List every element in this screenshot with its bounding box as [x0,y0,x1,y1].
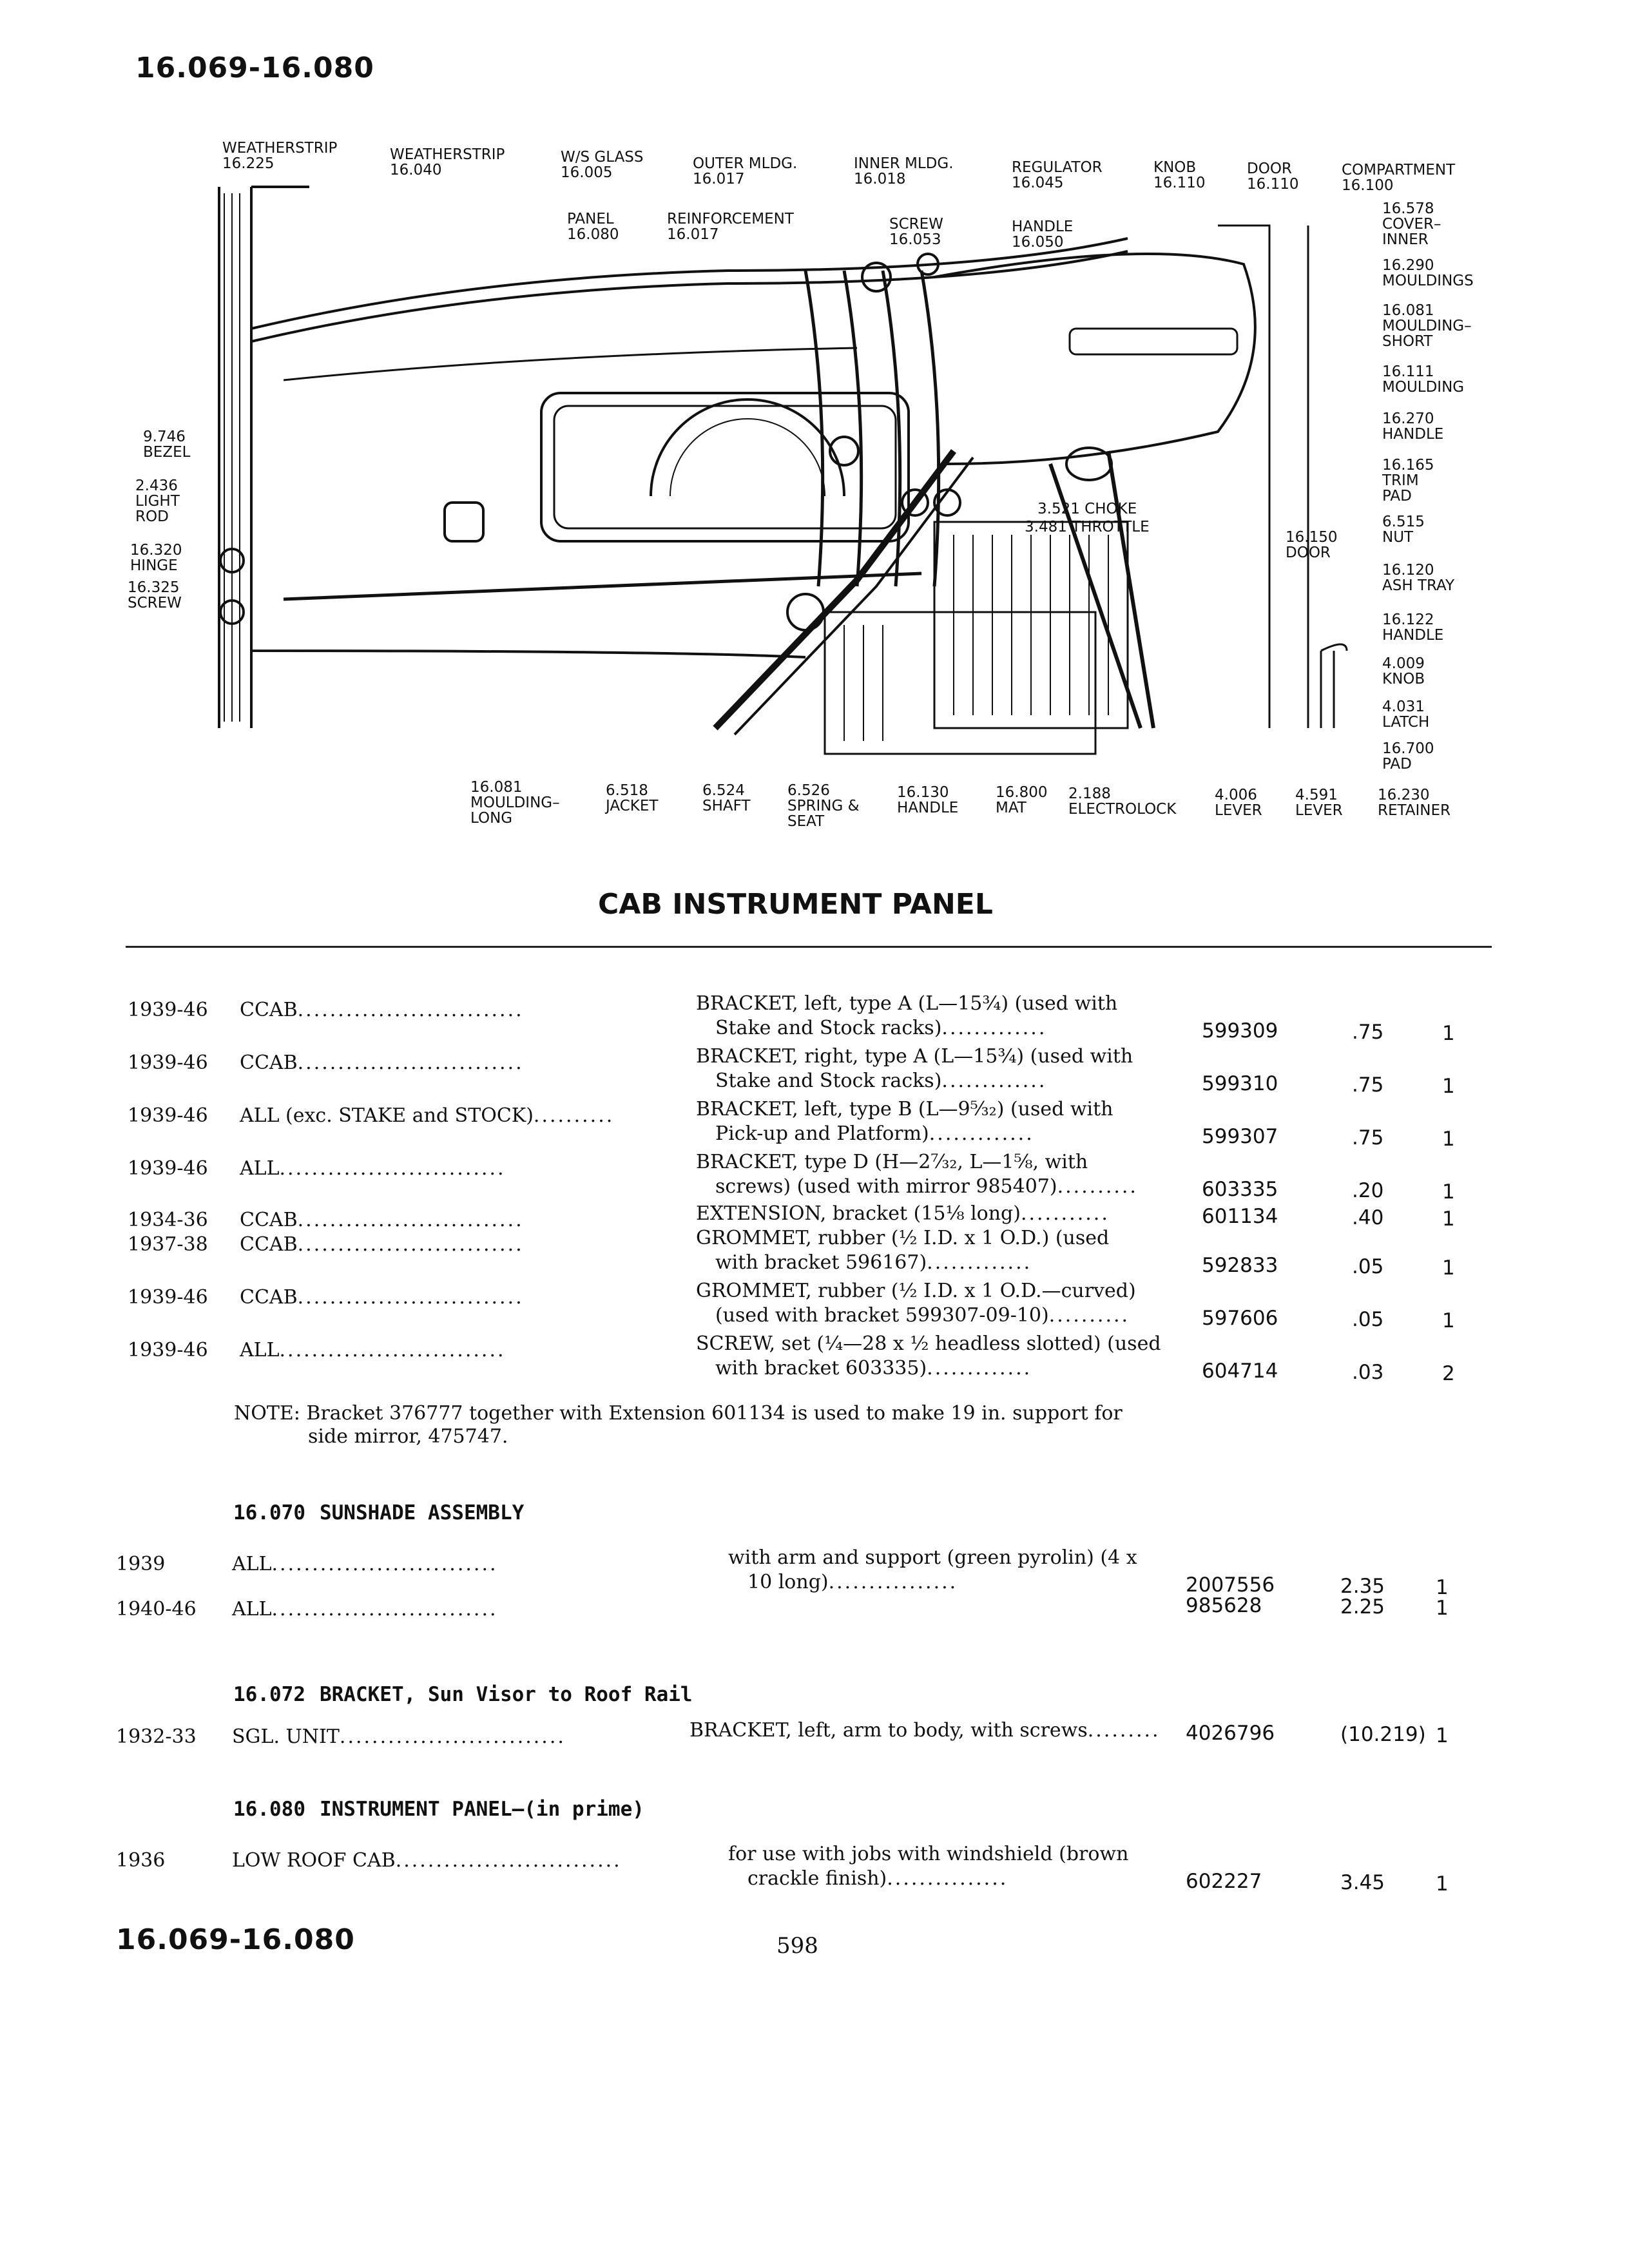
diagram-label [1342,162,1455,193]
leader-dots: ............................ [279,1157,506,1180]
section-title: CAB INSTRUMENT PANEL [598,888,993,921]
diagram-label-line: LIGHT [135,493,180,510]
diagram-label [1215,787,1262,818]
row-model: CCAB............................ [240,1052,524,1074]
row-quantity: 1 [1436,1724,1449,1747]
row-description: for use with jobs with windshield (brown [728,1843,1129,1865]
leader-dots: ......... [1087,1719,1161,1742]
page-footer: 16.069-16.080 [116,1923,355,1956]
diagram-label-line: SHORT [1382,333,1433,350]
diagram-label-line: MOULDING– [1382,318,1472,334]
row-quantity: 1 [1436,1597,1449,1620]
row-description: EXTENSION, bracket (15⅛ long)........... [696,1202,1110,1225]
row-model: ALL............................ [232,1553,498,1575]
diagram-label-line: 2.436 [135,477,178,494]
row-model: LOW ROOF CAB............................ [232,1849,622,1872]
diagram-label-line: 16.320 [130,542,182,559]
diagram-label-line: PANEL [567,211,614,227]
diagram-label-line: 16.150 [1286,529,1338,546]
diagram-label [1382,562,1454,593]
diagram-label-line: 16.225 [222,155,275,172]
row-description: crackle finish)............... [747,1867,1008,1890]
row-model: CCAB............................ [240,1209,524,1231]
leader-dots: ............. [941,1070,1047,1092]
row-model: ALL............................ [232,1598,498,1620]
diagram-label-line: 16.325 [128,579,180,596]
diagram-label-line: 16.040 [390,162,442,178]
row-price: .20 [1352,1179,1384,1202]
diagram-label [1382,656,1425,687]
row-part-number: 4026796 [1186,1722,1275,1745]
row-description: Pick-up and Platform)............. [715,1122,1034,1145]
row-quantity: 1 [1442,1128,1455,1151]
row-description: BRACKET, left, arm to body, with screws......... [689,1719,1161,1742]
row-price: .75 [1352,1126,1384,1149]
diagram-label [1382,303,1472,349]
diagram-label-line: NUT [1382,529,1414,546]
row-part-number: 601134 [1202,1205,1278,1228]
row-model: ALL............................ [240,1157,506,1180]
diagram-label [561,149,644,180]
row-price: .05 [1352,1308,1384,1331]
diagram-label-line: DOOR [1247,160,1292,177]
diagram-label [854,156,954,187]
diagram-label-line: HINGE [130,557,178,574]
leader-dots: ............................ [297,1052,524,1074]
row-price: 2.25 [1340,1595,1385,1619]
diagram-label-line: 16.290 [1382,257,1434,274]
row-quantity: 1 [1436,1872,1449,1896]
diagram-label [1382,364,1464,395]
row-price: .75 [1352,1021,1384,1044]
diagram-label-line: 4.591 [1295,787,1338,803]
row-part-number: 2007556 [1186,1573,1275,1597]
diagram-label-line: LEVER [1215,802,1262,819]
subsection-code: 16.072 [233,1683,305,1706]
row-description: BRACKET, type D (H—2⁷⁄₃₂, L—1⅝, with [696,1151,1088,1173]
diagram-label [1382,699,1429,730]
diagram-label-line: HANDLE [1382,426,1444,443]
leader-dots: ............................ [339,1725,566,1748]
diagram-label-line: HANDLE [1382,627,1444,644]
note-line-2: side mirror, 475747. [308,1425,508,1448]
row-description: Stake and Stock racks)............. [715,1070,1047,1092]
diagram-label [1382,258,1474,289]
diagram-label [897,785,958,816]
row-model: CCAB............................ [240,1233,524,1256]
diagram-label [1012,219,1073,250]
diagram-label-line: 16.270 [1382,410,1434,427]
diagram-label-line: MOULDING– [470,794,560,811]
row-model: ALL (exc. STAKE and STOCK).......... [240,1104,615,1127]
row-part-number: 599307 [1202,1125,1278,1148]
row-part-number: 602227 [1186,1870,1262,1893]
diagram-label-line: W/S GLASS [561,149,644,166]
leader-dots: ............................ [271,1553,498,1575]
diagram-label-line: INNER [1382,231,1429,248]
leader-dots: ............................ [297,1209,524,1231]
row-quantity: 1 [1442,1207,1455,1231]
row-description: GROMMET, rubber (½ I.D. x 1 O.D.) (used [696,1227,1110,1249]
subsection-title: SUNSHADE ASSEMBLY [319,1501,525,1524]
diagram-label-line: 16.230 [1378,787,1430,803]
diagram-label-line: 4.009 [1382,655,1425,672]
diagram-label-line: REINFORCEMENT [667,211,794,227]
diagram-label-line: 16.017 [693,171,745,187]
row-part-number: 985628 [1186,1594,1262,1617]
diagram-label-line: HANDLE [897,800,959,816]
diagram-label-line: SCREW [889,216,943,233]
diagram-label [1378,787,1451,818]
row-description: 10 long)................ [747,1571,958,1593]
row-quantity: 2 [1442,1362,1455,1385]
diagram-label-line: 16.122 [1382,611,1434,628]
row-description: screws) (used with mirror 985407).......... [715,1175,1138,1198]
diagram-label-line: 16.110 [1247,176,1299,193]
row-price: 3.45 [1340,1871,1385,1894]
diagram-label [606,783,658,814]
diagram-label-line: DOOR [1286,544,1331,561]
diagram-label [787,783,860,829]
diagram-label-line: RETAINER [1378,802,1451,819]
row-description: (used with bracket 599307-09-10).......... [715,1304,1130,1327]
subsection-heading [233,1798,644,1821]
row-price: .05 [1352,1255,1384,1278]
diagram-label-line: WEATHERSTRIP [222,140,338,157]
diagram-label [128,580,182,611]
diagram-label-line: 16.700 [1382,740,1434,757]
diagram-label-line: 4.031 [1382,698,1425,715]
leader-dots: .......... [533,1104,615,1127]
diagram-label-line: 16.130 [897,784,949,801]
row-years: 1932-33 [116,1725,197,1748]
diagram-label [1286,530,1337,561]
instrument-panel-illustration [213,161,1373,780]
row-description: BRACKET, left, type B (L—9⁵⁄₃₂) (used with [696,1098,1113,1120]
diagram-label-line: KNOB [1382,671,1425,687]
row-years: 1939-46 [128,999,208,1021]
diagram-label [130,543,182,573]
diagram-label-line: MOULDINGS [1382,273,1474,289]
row-years: 1939-46 [128,1104,208,1127]
diagram-label [470,780,560,826]
diagram-label-line: BEZEL [143,444,191,461]
leader-dots: ............................ [297,1233,524,1256]
subsection-title: BRACKET, Sun Visor to Roof Rail [319,1683,693,1706]
row-model: SGL. UNIT............................ [232,1725,566,1748]
diagram-label [222,140,337,171]
diagram-label-line: 16.045 [1012,175,1064,191]
leader-dots: ................ [828,1571,958,1593]
diagram-label [996,785,1047,816]
diagram-label-line: OUTER MLDG. [693,155,798,172]
diagram-label-line: SEAT [787,813,825,830]
leader-dots: ............................ [297,999,524,1021]
diagram-label-line: LEVER [1295,802,1343,819]
leader-dots: ............. [929,1122,1034,1145]
diagram-label-line: 16.018 [854,171,906,187]
row-quantity: 1 [1442,1180,1455,1204]
diagram-label [667,211,794,242]
row-price: .40 [1352,1206,1384,1229]
row-quantity: 1 [1442,1075,1455,1098]
row-part-number: 597606 [1202,1307,1278,1330]
subsection-code: 16.080 [233,1798,305,1821]
row-years: 1939-46 [128,1157,208,1180]
diagram-label-line: 16.081 [1382,302,1434,319]
row-quantity: 1 [1442,1309,1455,1332]
diagram-label-line: TRIM [1382,472,1419,489]
row-years: 1937-38 [128,1233,208,1256]
diagram-label [1295,787,1343,818]
leader-dots: ............................ [395,1849,622,1872]
diagram-label [1382,741,1434,772]
diagram-label [390,147,505,178]
title-rule [126,946,1492,948]
diagram-label [1012,160,1103,191]
row-years: 1936 [116,1849,166,1872]
diagram-label-line: 16.110 [1153,175,1206,191]
leader-dots: ........... [1020,1202,1110,1225]
diagram-label [143,429,190,460]
diagram-label [702,783,751,814]
diagram-label [1382,411,1443,442]
row-years: 1939-46 [128,1286,208,1309]
row-years: 1940-46 [116,1598,197,1620]
row-quantity: 1 [1442,1256,1455,1280]
leader-dots: ............. [927,1251,1032,1274]
row-model: ALL............................ [240,1339,506,1361]
diagram-label-line: INNER MLDG. [854,155,954,172]
diagram-label-line: 6.518 [606,782,648,799]
diagram-label-line: SHAFT [702,798,751,814]
diagram-label-line: COMPARTMENT [1342,162,1456,178]
row-part-number: 599309 [1202,1019,1278,1043]
diagram-label [567,211,619,242]
subsection-code: 16.070 [233,1501,305,1524]
diagram-label-line: 16.053 [889,231,941,248]
diagram-label-line: ELECTROLOCK [1068,801,1177,818]
row-part-number: 599310 [1202,1072,1278,1095]
row-description: with arm and support (green pyrolin) (4 x [728,1546,1137,1569]
diagram-label-line: REGULATOR [1012,159,1103,176]
diagram-label-line: 16.100 [1342,177,1394,194]
row-years: 1939-46 [128,1052,208,1074]
row-model: CCAB............................ [240,1286,524,1309]
diagram-label [1382,514,1425,545]
diagram-label-line: MAT [996,800,1027,816]
leader-dots: .......... [1057,1175,1138,1198]
diagram-label-line: 2.188 [1068,785,1111,802]
diagram-label-line: PAD [1382,488,1412,505]
diagram-label-line: 16.005 [561,164,613,181]
row-description: Stake and Stock racks)............. [715,1017,1047,1039]
row-description: BRACKET, left, type A (L—15¾) (used with [696,992,1118,1015]
leader-dots: ............... [887,1867,1008,1890]
row-part-number: 603335 [1202,1178,1278,1201]
diagram-label-line: JACKET [606,798,659,814]
diagram-label-line: LONG [470,810,513,827]
diagram-label-line: 6.526 [787,782,830,799]
diagram-label [1037,501,1137,517]
diagram-label-line: 16.578 [1382,200,1434,217]
leader-dots: ............................ [271,1598,498,1620]
subsection-heading [233,1683,693,1706]
diagram-label-line: SPRING & [787,798,860,814]
diagram-label-line: 9.746 [143,428,186,445]
diagram-label [1247,161,1298,192]
row-price: (10.219) [1340,1723,1426,1746]
leader-dots: ............................ [279,1339,506,1361]
diagram-label-line: 4.006 [1215,787,1257,803]
row-description: SCREW, set (¼—28 x ½ headless slotted) (used [696,1332,1161,1355]
page-number: 598 [776,1933,818,1959]
row-model: CCAB............................ [240,999,524,1021]
diagram-label [1382,201,1441,247]
diagram-label [693,156,797,187]
leader-dots: ............................ [297,1286,524,1309]
row-years: 1934-36 [128,1209,208,1231]
diagram-label-line: SCREW [128,595,182,611]
diagram-label-line: HANDLE [1012,218,1074,235]
diagram-label-line: 3.481 THROTTLE [1025,519,1150,535]
row-price: 2.35 [1340,1575,1385,1598]
diagram-label-line: PAD [1382,756,1412,773]
diagram-label [889,216,943,247]
diagram-label [1382,612,1443,643]
diagram-label-line: 16.017 [667,226,719,243]
diagram-label-line: 16.165 [1382,457,1434,474]
diagram-label [1382,457,1434,504]
diagram-label-line: 16.800 [996,784,1048,801]
row-price: .75 [1352,1073,1384,1097]
diagram-label [1025,519,1150,535]
diagram-label-line: KNOB [1153,159,1197,176]
subsection-heading [233,1501,524,1524]
diagram-label-line: WEATHERSTRIP [390,146,505,163]
row-quantity: 1 [1442,1022,1455,1045]
diagram-label [135,478,180,524]
diagram-label-line: 16.080 [567,226,619,243]
diagram-label [1068,786,1176,817]
diagram-label-line: ASH TRAY [1382,577,1455,594]
diagram-label-line: 16.120 [1382,562,1434,579]
row-part-number: 592833 [1202,1254,1278,1277]
row-description: BRACKET, right, type A (L—15¾) (used with [696,1045,1133,1068]
diagram-label-line: MOULDING [1382,379,1465,396]
note-line-1: NOTE: Bracket 376777 together with Extension 601134 is used to make 19 in. support for [234,1402,1123,1425]
diagram-label-line: COVER– [1382,216,1441,233]
subsection-title: INSTRUMENT PANEL—(in prime) [319,1798,644,1821]
leader-dots: ............. [941,1017,1047,1039]
row-quantity: 1 [1436,1576,1449,1599]
diagram-label-line: 16.111 [1382,363,1434,380]
diagram-label-line: 3.521 CHOKE [1037,501,1137,517]
diagram-label-line: ROD [135,508,169,525]
page-header: 16.069-16.080 [135,52,374,84]
diagram-label-line: 16.081 [470,779,523,796]
row-years: 1939 [116,1553,166,1575]
row-years: 1939-46 [128,1339,208,1361]
diagram-label-line: 16.050 [1012,234,1064,251]
leader-dots: ............. [927,1357,1032,1379]
diagram-label-line: LATCH [1382,714,1430,731]
leader-dots: .......... [1048,1304,1130,1327]
row-description: with bracket 596167)............. [715,1251,1032,1274]
row-description: with bracket 603335)............. [715,1357,1032,1379]
row-part-number: 604714 [1202,1360,1278,1383]
row-description: GROMMET, rubber (½ I.D. x 1 O.D.—curved) [696,1280,1136,1302]
diagram-label-line: 6.524 [702,782,745,799]
row-price: .03 [1352,1361,1384,1384]
diagram-label [1153,160,1205,191]
diagram-label-line: 6.515 [1382,514,1425,530]
